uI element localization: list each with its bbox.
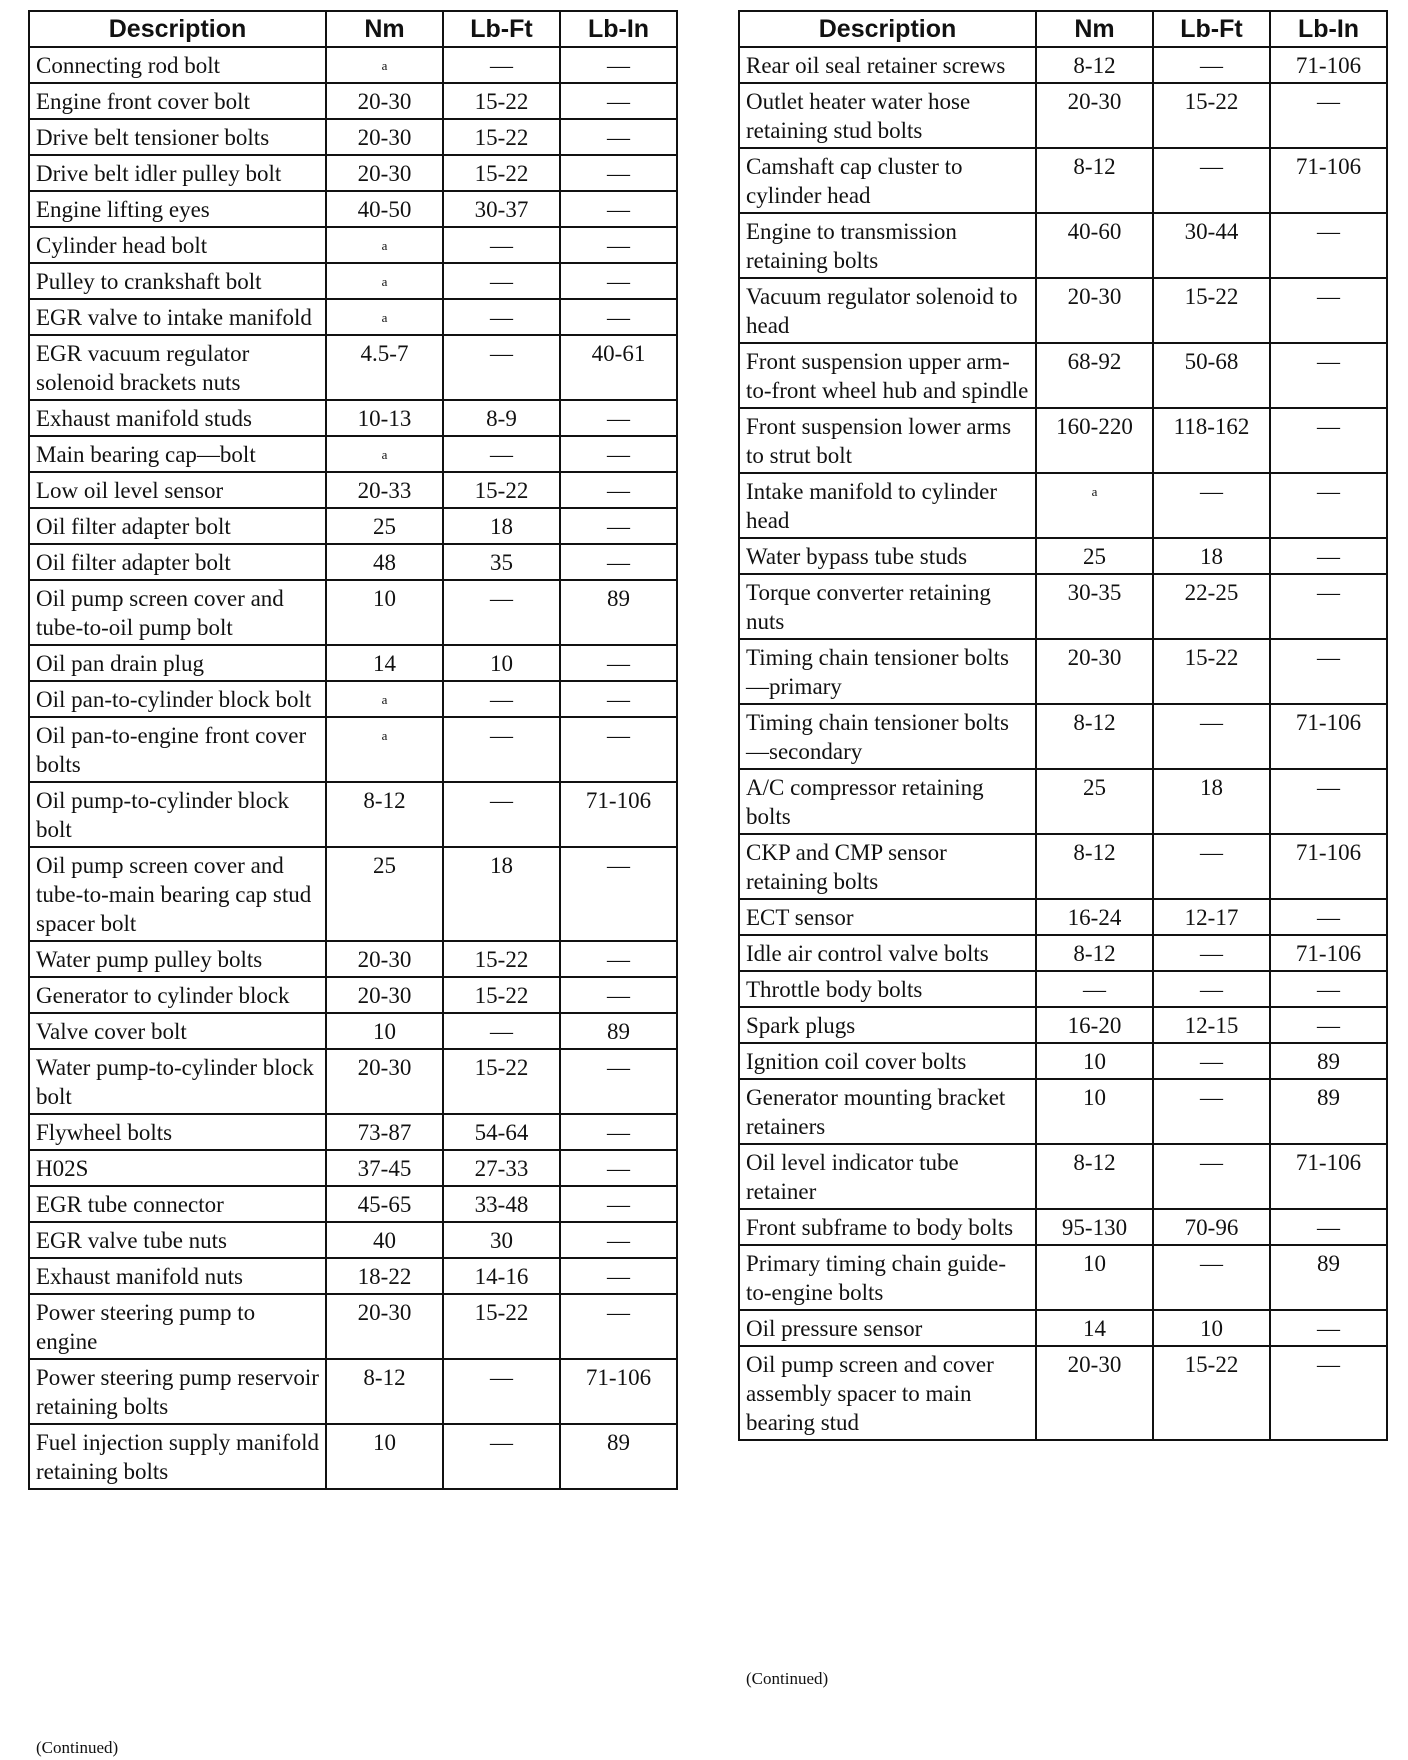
lb-in-cell: 71-106	[560, 782, 677, 847]
nm-cell: a	[326, 47, 443, 83]
description-cell: Oil pump screen cover and tube-to-main bearing cap stud spacer bolt	[29, 847, 326, 941]
table-row	[29, 1294, 677, 1359]
description-cell: Oil pump-to-cylinder block bolt	[29, 782, 326, 847]
description-cell: Outlet heater water hose retaining stud bolts	[739, 83, 1036, 148]
description-cell: Oil pan drain plug	[29, 645, 326, 681]
description-cell: Oil level indicator tube retainer	[739, 1144, 1036, 1209]
nm-cell: 8-12	[1036, 704, 1153, 769]
description-cell: Ignition coil cover bolts	[739, 1043, 1036, 1079]
lb-in-cell: 89	[1270, 1043, 1387, 1079]
lb-in-cell: 71-106	[1270, 935, 1387, 971]
nm-cell: 4.5-7	[326, 335, 443, 400]
nm-cell: 20-30	[326, 155, 443, 191]
table-row	[29, 299, 677, 335]
description-cell: Engine to transmission retaining bolts	[739, 213, 1036, 278]
table-row	[739, 1043, 1387, 1079]
nm-cell: 10	[326, 1013, 443, 1049]
description-cell: Front suspension upper arm-to-front wheel hub and spindle	[739, 343, 1036, 408]
lb-ft-cell: —	[443, 681, 560, 717]
lb-in-cell: —	[1270, 971, 1387, 1007]
nm-cell: 10	[1036, 1079, 1153, 1144]
lb-in-cell: 40-61	[560, 335, 677, 400]
nm-cell: 10	[326, 580, 443, 645]
nm-cell: 20-30	[1036, 639, 1153, 704]
lb-ft-cell: 10	[1153, 1310, 1270, 1346]
lb-in-cell: —	[560, 119, 677, 155]
table-row	[29, 263, 677, 299]
nm-cell: 20-30	[326, 119, 443, 155]
table-row	[29, 941, 677, 977]
lb-in-cell: —	[1270, 1209, 1387, 1245]
table-row	[29, 1258, 677, 1294]
description-cell: Fuel injection supply manifold retaining bolts	[29, 1424, 326, 1489]
description-cell: Idle air control valve bolts	[739, 935, 1036, 971]
table-row	[29, 508, 677, 544]
lb-in-cell: —	[1270, 278, 1387, 343]
nm-cell: 8-12	[1036, 148, 1153, 213]
table-row	[739, 213, 1387, 278]
lb-in-cell: 89	[560, 1013, 677, 1049]
lb-ft-cell: 12-17	[1153, 899, 1270, 935]
nm-cell: 30-35	[1036, 574, 1153, 639]
lb-in-cell: —	[1270, 1007, 1387, 1043]
left-header-row	[29, 11, 677, 47]
table-row	[739, 1245, 1387, 1310]
lb-ft-cell: 118-162	[1153, 408, 1270, 473]
lb-in-cell: 71-106	[1270, 834, 1387, 899]
lb-in-cell: —	[1270, 473, 1387, 538]
table-row	[29, 47, 677, 83]
description-cell: Camshaft cap cluster to cylinder head	[739, 148, 1036, 213]
lb-ft-cell: 30-37	[443, 191, 560, 227]
description-cell: Exhaust manifold nuts	[29, 1258, 326, 1294]
table-row	[29, 1013, 677, 1049]
description-cell: Timing chain tensioner bolts—secondary	[739, 704, 1036, 769]
lb-ft-cell: —	[1153, 704, 1270, 769]
lb-ft-cell: —	[443, 335, 560, 400]
description-cell: Main bearing cap—bolt	[29, 436, 326, 472]
nm-cell: 20-30	[326, 1049, 443, 1114]
lb-ft-cell: 54-64	[443, 1114, 560, 1150]
lb-ft-cell: 8-9	[443, 400, 560, 436]
nm-cell: 20-33	[326, 472, 443, 508]
table-row	[739, 1144, 1387, 1209]
nm-cell: 25	[1036, 769, 1153, 834]
nm-cell: 8-12	[1036, 1144, 1153, 1209]
description-cell: Drive belt idler pulley bolt	[29, 155, 326, 191]
table-row	[29, 119, 677, 155]
table-row	[29, 1359, 677, 1424]
lb-in-cell: —	[560, 847, 677, 941]
table-row	[739, 83, 1387, 148]
lb-ft-cell: 15-22	[443, 1049, 560, 1114]
description-cell: Vacuum regulator solenoid to head	[739, 278, 1036, 343]
table-row	[739, 899, 1387, 935]
lb-ft-cell: —	[443, 580, 560, 645]
nm-cell: —	[1036, 971, 1153, 1007]
lb-ft-cell: —	[1153, 148, 1270, 213]
lb-ft-cell: 15-22	[443, 83, 560, 119]
lb-in-cell: —	[560, 1294, 677, 1359]
nm-cell: 10-13	[326, 400, 443, 436]
lb-ft-cell: 12-15	[1153, 1007, 1270, 1043]
description-cell: Exhaust manifold studs	[29, 400, 326, 436]
lb-in-cell: —	[1270, 899, 1387, 935]
lb-ft-cell: 15-22	[443, 155, 560, 191]
nm-cell: 25	[1036, 538, 1153, 574]
lb-ft-cell: 15-22	[1153, 278, 1270, 343]
nm-cell: 20-30	[1036, 83, 1153, 148]
description-cell: Low oil level sensor	[29, 472, 326, 508]
lb-ft-cell: 15-22	[1153, 1346, 1270, 1440]
lb-in-cell: 89	[560, 580, 677, 645]
description-cell: Valve cover bolt	[29, 1013, 326, 1049]
table-row	[739, 1310, 1387, 1346]
lb-in-cell: —	[1270, 1310, 1387, 1346]
nm-cell: 160-220	[1036, 408, 1153, 473]
description-cell: Flywheel bolts	[29, 1114, 326, 1150]
table-row	[29, 580, 677, 645]
lb-ft-cell: —	[443, 1424, 560, 1489]
lb-ft-cell: 15-22	[443, 119, 560, 155]
lb-ft-cell: —	[443, 717, 560, 782]
lb-ft-cell: 15-22	[443, 941, 560, 977]
description-cell: Water pump-to-cylinder block bolt	[29, 1049, 326, 1114]
table-row	[29, 645, 677, 681]
table-row	[29, 436, 677, 472]
header-nm: Nm	[1036, 11, 1153, 47]
nm-cell: 95-130	[1036, 1209, 1153, 1245]
nm-cell: 25	[326, 847, 443, 941]
lb-in-cell: 89	[560, 1424, 677, 1489]
lb-ft-cell: 18	[443, 847, 560, 941]
lb-in-cell: —	[560, 263, 677, 299]
table-row	[739, 473, 1387, 538]
lb-ft-cell: —	[443, 299, 560, 335]
description-cell: Generator mounting bracket retainers	[739, 1079, 1036, 1144]
table-row	[739, 1007, 1387, 1043]
lb-ft-cell: 30-44	[1153, 213, 1270, 278]
lb-ft-cell: 14-16	[443, 1258, 560, 1294]
lb-in-cell: 71-106	[1270, 1144, 1387, 1209]
lb-ft-cell: —	[1153, 473, 1270, 538]
lb-in-cell: 71-106	[1270, 704, 1387, 769]
header-description: Description	[739, 11, 1036, 47]
lb-ft-cell: —	[1153, 1144, 1270, 1209]
description-cell: ECT sensor	[739, 899, 1036, 935]
nm-cell: 20-30	[326, 83, 443, 119]
description-cell: Cylinder head bolt	[29, 227, 326, 263]
table-row	[29, 1222, 677, 1258]
lb-in-cell: —	[560, 977, 677, 1013]
description-cell: Water pump pulley bolts	[29, 941, 326, 977]
lb-ft-cell: 18	[1153, 538, 1270, 574]
lb-ft-cell: —	[1153, 47, 1270, 83]
table-row	[29, 227, 677, 263]
description-cell: Generator to cylinder block	[29, 977, 326, 1013]
nm-cell: a	[326, 299, 443, 335]
header-nm: Nm	[326, 11, 443, 47]
lb-in-cell: —	[560, 155, 677, 191]
lb-in-cell: —	[560, 1258, 677, 1294]
table-row	[29, 1150, 677, 1186]
lb-ft-cell: 70-96	[1153, 1209, 1270, 1245]
description-cell: Rear oil seal retainer screws	[739, 47, 1036, 83]
header-lb-in: Lb-In	[1270, 11, 1387, 47]
lb-ft-cell: —	[443, 1013, 560, 1049]
table-row	[29, 717, 677, 782]
nm-cell: 14	[1036, 1310, 1153, 1346]
nm-cell: 8-12	[1036, 834, 1153, 899]
lb-in-cell: —	[560, 1150, 677, 1186]
table-row	[29, 191, 677, 227]
right-continued-note: (Continued)	[746, 1669, 829, 1688]
nm-cell: 20-30	[326, 977, 443, 1013]
description-cell: Torque converter retaining nuts	[739, 574, 1036, 639]
description-cell: Pulley to crankshaft bolt	[29, 263, 326, 299]
table-row	[739, 278, 1387, 343]
left-torque-table	[28, 10, 678, 1490]
nm-cell: 37-45	[326, 1150, 443, 1186]
table-row	[29, 400, 677, 436]
description-cell: Engine lifting eyes	[29, 191, 326, 227]
lb-in-cell: —	[1270, 769, 1387, 834]
table-row	[29, 83, 677, 119]
nm-cell: 25	[326, 508, 443, 544]
lb-ft-cell: 18	[443, 508, 560, 544]
lb-in-cell: 71-106	[1270, 148, 1387, 213]
table-row	[29, 155, 677, 191]
description-cell: Timing chain tensioner bolts—primary	[739, 639, 1036, 704]
description-cell: Oil pan-to-cylinder block bolt	[29, 681, 326, 717]
lb-ft-cell: 15-22	[443, 1294, 560, 1359]
lb-ft-cell: 30	[443, 1222, 560, 1258]
table-row	[739, 1209, 1387, 1245]
description-cell: Oil pan-to-engine front cover bolts	[29, 717, 326, 782]
nm-cell: 40-50	[326, 191, 443, 227]
nm-cell: 8-12	[1036, 935, 1153, 971]
table-row	[739, 704, 1387, 769]
lb-ft-cell: —	[1153, 1079, 1270, 1144]
nm-cell: a	[326, 436, 443, 472]
header-lb-ft: Lb-Ft	[1153, 11, 1270, 47]
table-row	[739, 538, 1387, 574]
table-row	[29, 472, 677, 508]
lb-ft-cell: —	[443, 1359, 560, 1424]
description-cell: EGR vacuum regulator solenoid brackets nuts	[29, 335, 326, 400]
lb-in-cell: —	[1270, 343, 1387, 408]
lb-in-cell: —	[1270, 574, 1387, 639]
lb-ft-cell: —	[1153, 834, 1270, 899]
table-row	[739, 408, 1387, 473]
lb-in-cell: —	[560, 472, 677, 508]
lb-in-cell: —	[1270, 538, 1387, 574]
lb-in-cell: —	[1270, 1346, 1387, 1440]
table-row	[29, 782, 677, 847]
description-cell: Front suspension lower arms to strut bolt	[739, 408, 1036, 473]
lb-ft-cell: 50-68	[1153, 343, 1270, 408]
lb-ft-cell: —	[1153, 935, 1270, 971]
lb-ft-cell: —	[443, 47, 560, 83]
lb-in-cell: —	[560, 717, 677, 782]
description-cell: Intake manifold to cylinder head	[739, 473, 1036, 538]
lb-ft-cell: 18	[1153, 769, 1270, 834]
lb-in-cell: 89	[1270, 1245, 1387, 1310]
lb-ft-cell: 33-48	[443, 1186, 560, 1222]
table-row	[29, 1114, 677, 1150]
lb-ft-cell: 15-22	[443, 472, 560, 508]
table-row	[29, 1186, 677, 1222]
table-row	[739, 834, 1387, 899]
lb-in-cell: —	[560, 645, 677, 681]
lb-in-cell: —	[1270, 83, 1387, 148]
nm-cell: 45-65	[326, 1186, 443, 1222]
lb-in-cell: —	[560, 941, 677, 977]
lb-in-cell: —	[560, 508, 677, 544]
table-row	[29, 335, 677, 400]
table-row	[739, 769, 1387, 834]
right-header-row	[739, 11, 1387, 47]
description-cell: Oil pump screen and cover assembly spacer to main bearing stud	[739, 1346, 1036, 1440]
lb-ft-cell: 22-25	[1153, 574, 1270, 639]
lb-in-cell: —	[1270, 213, 1387, 278]
table-row	[739, 639, 1387, 704]
lb-in-cell: —	[560, 544, 677, 580]
nm-cell: a	[326, 681, 443, 717]
description-cell: Oil filter adapter bolt	[29, 508, 326, 544]
table-row	[29, 977, 677, 1013]
lb-ft-cell: —	[1153, 971, 1270, 1007]
nm-cell: 20-30	[1036, 1346, 1153, 1440]
nm-cell: 40-60	[1036, 213, 1153, 278]
description-cell: Oil pressure sensor	[739, 1310, 1036, 1346]
description-cell: Connecting rod bolt	[29, 47, 326, 83]
lb-in-cell: 71-106	[1270, 47, 1387, 83]
description-cell: Primary timing chain guide-to-engine bolts	[739, 1245, 1036, 1310]
lb-in-cell: —	[560, 1049, 677, 1114]
header-lb-ft: Lb-Ft	[443, 11, 560, 47]
description-cell: Power steering pump to engine	[29, 1294, 326, 1359]
table-row	[29, 681, 677, 717]
lb-in-cell: —	[560, 191, 677, 227]
nm-cell: 10	[1036, 1043, 1153, 1079]
lb-in-cell: 89	[1270, 1079, 1387, 1144]
nm-cell: 73-87	[326, 1114, 443, 1150]
table-row	[739, 343, 1387, 408]
lb-in-cell: —	[560, 436, 677, 472]
nm-cell: 48	[326, 544, 443, 580]
lb-ft-cell: 15-22	[443, 977, 560, 1013]
lb-in-cell: —	[560, 83, 677, 119]
lb-in-cell: —	[560, 400, 677, 436]
description-cell: EGR valve tube nuts	[29, 1222, 326, 1258]
lb-in-cell: —	[560, 1114, 677, 1150]
nm-cell: 10	[326, 1424, 443, 1489]
lb-ft-cell: —	[1153, 1043, 1270, 1079]
nm-cell: 40	[326, 1222, 443, 1258]
table-row	[29, 847, 677, 941]
lb-ft-cell: 35	[443, 544, 560, 580]
description-cell: Drive belt tensioner bolts	[29, 119, 326, 155]
table-row	[739, 47, 1387, 83]
description-cell: Spark plugs	[739, 1007, 1036, 1043]
lb-in-cell: —	[560, 681, 677, 717]
lb-in-cell: 71-106	[560, 1359, 677, 1424]
table-row	[739, 148, 1387, 213]
table-row	[739, 935, 1387, 971]
nm-cell: 20-30	[1036, 278, 1153, 343]
lb-in-cell: —	[560, 47, 677, 83]
nm-cell: a	[326, 227, 443, 263]
lb-in-cell: —	[560, 227, 677, 263]
lb-ft-cell: 15-22	[1153, 639, 1270, 704]
lb-ft-cell: 15-22	[1153, 83, 1270, 148]
lb-in-cell: —	[1270, 639, 1387, 704]
lb-in-cell: —	[560, 1222, 677, 1258]
nm-cell: 16-24	[1036, 899, 1153, 935]
header-lb-in: Lb-In	[560, 11, 677, 47]
nm-cell: 20-30	[326, 941, 443, 977]
description-cell: Power steering pump reservoir retaining bolts	[29, 1359, 326, 1424]
description-cell: A/C compressor retaining bolts	[739, 769, 1036, 834]
header-description: Description	[29, 11, 326, 47]
description-cell: CKP and CMP sensor retaining bolts	[739, 834, 1036, 899]
lb-in-cell: —	[1270, 408, 1387, 473]
lb-ft-cell: —	[443, 782, 560, 847]
nm-cell: a	[326, 263, 443, 299]
table-row	[29, 544, 677, 580]
nm-cell: 68-92	[1036, 343, 1153, 408]
nm-cell: 16-20	[1036, 1007, 1153, 1043]
nm-cell: 20-30	[326, 1294, 443, 1359]
lb-ft-cell: 10	[443, 645, 560, 681]
right-torque-table	[738, 10, 1388, 1441]
description-cell: Oil filter adapter bolt	[29, 544, 326, 580]
lb-ft-cell: —	[443, 436, 560, 472]
lb-in-cell: —	[560, 299, 677, 335]
nm-cell: 18-22	[326, 1258, 443, 1294]
description-cell: Water bypass tube studs	[739, 538, 1036, 574]
description-cell: Throttle body bolts	[739, 971, 1036, 1007]
nm-cell: a	[326, 717, 443, 782]
table-row	[29, 1049, 677, 1114]
description-cell: Oil pump screen cover and tube-to-oil pump bolt	[29, 580, 326, 645]
description-cell: Engine front cover bolt	[29, 83, 326, 119]
nm-cell: 8-12	[326, 1359, 443, 1424]
nm-cell: a	[1036, 473, 1153, 538]
description-cell: Front subframe to body bolts	[739, 1209, 1036, 1245]
table-row	[739, 971, 1387, 1007]
description-cell: H02S	[29, 1150, 326, 1186]
nm-cell: 14	[326, 645, 443, 681]
nm-cell: 10	[1036, 1245, 1153, 1310]
lb-ft-cell: —	[1153, 1245, 1270, 1310]
description-cell: EGR valve to intake manifold	[29, 299, 326, 335]
lb-in-cell: —	[560, 1186, 677, 1222]
description-cell: EGR tube connector	[29, 1186, 326, 1222]
nm-cell: 8-12	[326, 782, 443, 847]
table-row	[739, 1079, 1387, 1144]
lb-ft-cell: —	[443, 263, 560, 299]
table-row	[739, 574, 1387, 639]
nm-cell: 8-12	[1036, 47, 1153, 83]
left-continued-note: (Continued)	[36, 1738, 119, 1757]
lb-ft-cell: 27-33	[443, 1150, 560, 1186]
table-row	[739, 1346, 1387, 1440]
table-row	[29, 1424, 677, 1489]
lb-ft-cell: —	[443, 227, 560, 263]
